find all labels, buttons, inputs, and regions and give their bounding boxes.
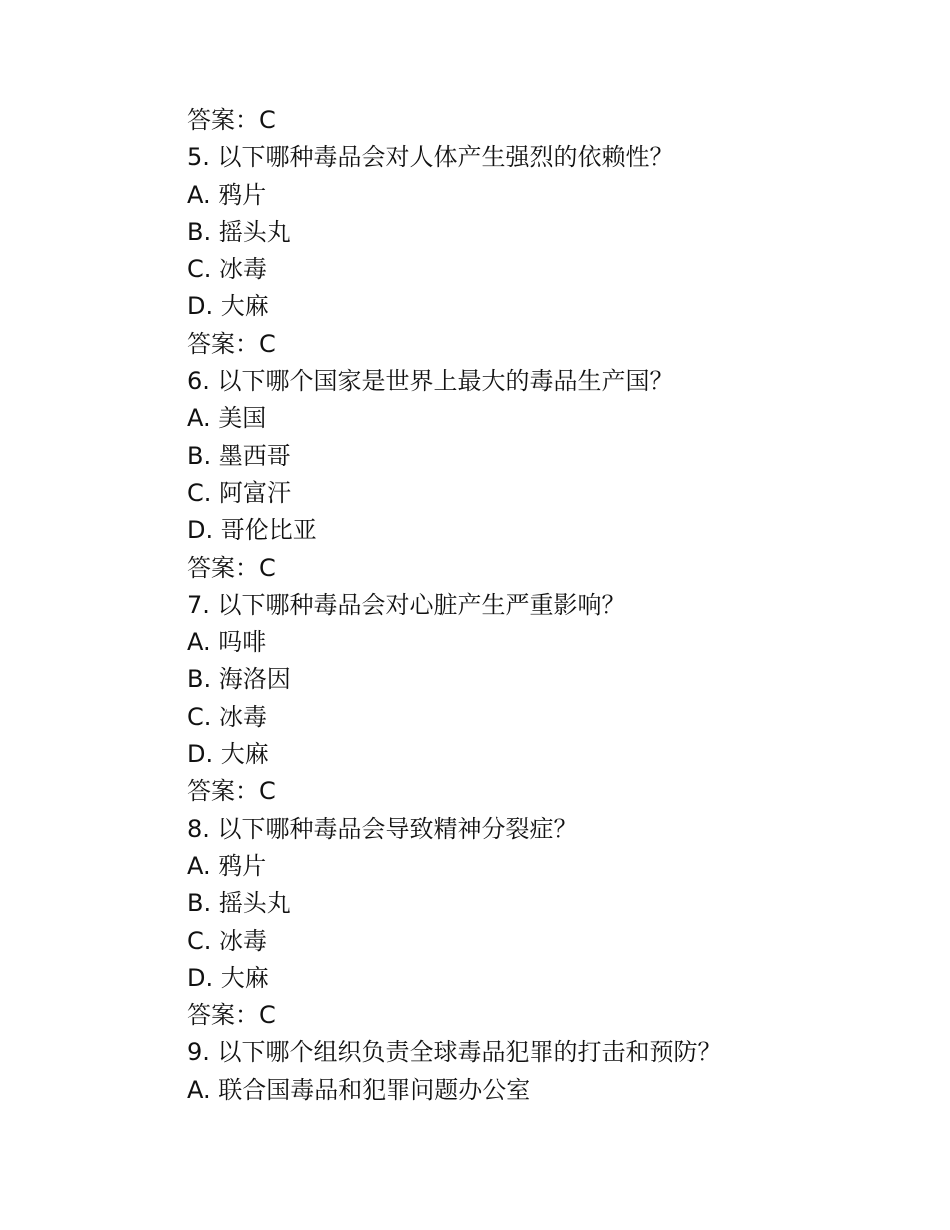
option-c: C. 冰毒 (187, 926, 268, 955)
option-d: D. 大麻 (187, 963, 269, 992)
option-d: D. 大麻 (187, 292, 269, 321)
question-5: 5. 以下哪种毒品会对人体产生强烈的依赖性？ (187, 143, 674, 172)
option-d: D. 大麻 (187, 740, 269, 769)
question-9: 9. 以下哪个组织负责全球毒品犯罪的打击和预防？ (187, 1038, 722, 1067)
option-c: C. 冰毒 (187, 702, 268, 731)
question-8: 8. 以下哪种毒品会导致精神分裂症？ (187, 814, 578, 843)
question-7: 7. 以下哪种毒品会对心脏产生严重影响？ (187, 590, 626, 619)
answer-line: 答案：C (187, 1001, 276, 1030)
option-c: C. 阿富汗 (187, 478, 292, 507)
option-b: B. 摇头丸 (187, 217, 291, 246)
option-a: A. 吗啡 (187, 628, 267, 657)
option-a: A. 鸦片 (187, 851, 267, 880)
quiz-text (187, 102, 887, 1109)
option-d: D. 哥伦比亚 (187, 516, 317, 545)
answer-line: 答案：C (187, 106, 276, 134)
option-b: B. 摇头丸 (187, 889, 291, 918)
option-a: A. 美国 (187, 404, 267, 433)
answer-line: 答案：C (187, 777, 276, 806)
question-6: 6. 以下哪个国家是世界上最大的毒品生产国？ (187, 367, 674, 396)
answer-line: 答案：C (187, 329, 276, 358)
option-a: A. 鸦片 (187, 180, 267, 209)
option-b: B. 海洛因 (187, 665, 291, 694)
option-a: A. 联合国毒品和犯罪问题办公室 (187, 1075, 531, 1104)
answer-line: 答案：C (187, 553, 276, 582)
option-b: B. 墨西哥 (187, 441, 291, 470)
option-c: C. 冰毒 (187, 255, 268, 284)
